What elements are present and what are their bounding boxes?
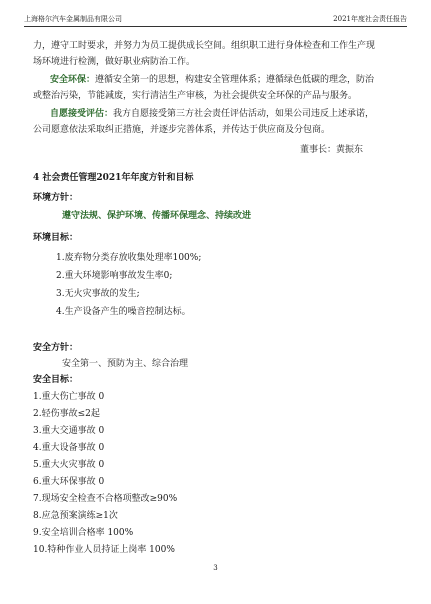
safety-env-label: 安全环保：	[50, 75, 96, 85]
safety-goal: 5.重大火灾事故 0	[33, 460, 105, 470]
safety-goal: 7.现场安全检查不合格项整改≥90%	[33, 494, 178, 504]
safety-goal: 10.特种作业人员持证上岗率 100%	[33, 545, 175, 555]
safety-goal: 4.重大设备事故 0	[33, 443, 105, 453]
safety-goal: 2.轻伤事故≤2起	[33, 409, 100, 419]
safety-goal: 6.重大环保事故 0	[33, 477, 105, 487]
self-accept-label: 自愿接受评估：	[50, 109, 114, 119]
paragraph-line: 场环境进行检测，做好职业病防治工作。	[33, 57, 196, 67]
safety-env-line	[50, 74, 374, 87]
env-policy: 遵守法规、保护环境、传播环保理念、持续改进	[62, 211, 252, 221]
env-goal-title: 环境目标：	[33, 233, 79, 243]
safety-goal: 1.重大伤亡事故 0	[33, 392, 105, 402]
safety-goal-title: 安全目标：	[33, 375, 79, 385]
page-header	[24, 10, 407, 27]
paragraph-line: 公司愿意依法采取纠正措施，并逐步完善体系，并传达于供应商及分包商。	[33, 125, 331, 135]
safety-policy-title: 安全方针：	[33, 343, 79, 353]
page-number: 3	[213, 564, 218, 572]
safety-goal: 3.重大交通事故 0	[33, 426, 105, 436]
section-heading: 4 社会责任管理2021年年度方针和目标	[33, 173, 194, 183]
env-goal: 3.无火灾事故的发生;	[56, 289, 140, 299]
env-policy-title: 环境方针：	[33, 193, 79, 203]
signature: 董事长：黄振东	[300, 145, 364, 155]
safety-env-text: 遵循安全第一的思想，构建安全管理体系；遵循绿色低碳的理念，防治	[95, 75, 375, 85]
self-accept-text: 我方自愿接受第三方社会责任评估活动，如果公司违反上述承诺，	[113, 109, 375, 119]
env-goal: 1.废弃物分类存放收集处理率100%;	[56, 253, 202, 263]
safety-goal: 8.应急预案演练≥1次	[33, 511, 118, 521]
safety-goal: 9.安全培训合格率 100%	[33, 528, 134, 538]
self-accept-line	[50, 108, 374, 121]
paragraph-line: 力，遵守工时要求，并努力为员工提供成长空间。组织职工进行身体检查和工作生产现	[33, 41, 376, 51]
env-goal: 2.重大环境影响事故发生率0;	[56, 271, 173, 281]
env-goal: 4.生产设备产生的噪音控制达标。	[56, 307, 191, 317]
safety-policy: 安全第一、预防为主、综合治理	[62, 359, 189, 369]
report-title: 2021年度社会责任报告	[333, 15, 407, 23]
paragraph-line: 或整治污染，节能减废，实行清洁生产审核，为社会提供安全环保的产品与服务。	[33, 91, 358, 101]
company-name: 上海格尔汽车金属制品有限公司	[24, 15, 122, 23]
